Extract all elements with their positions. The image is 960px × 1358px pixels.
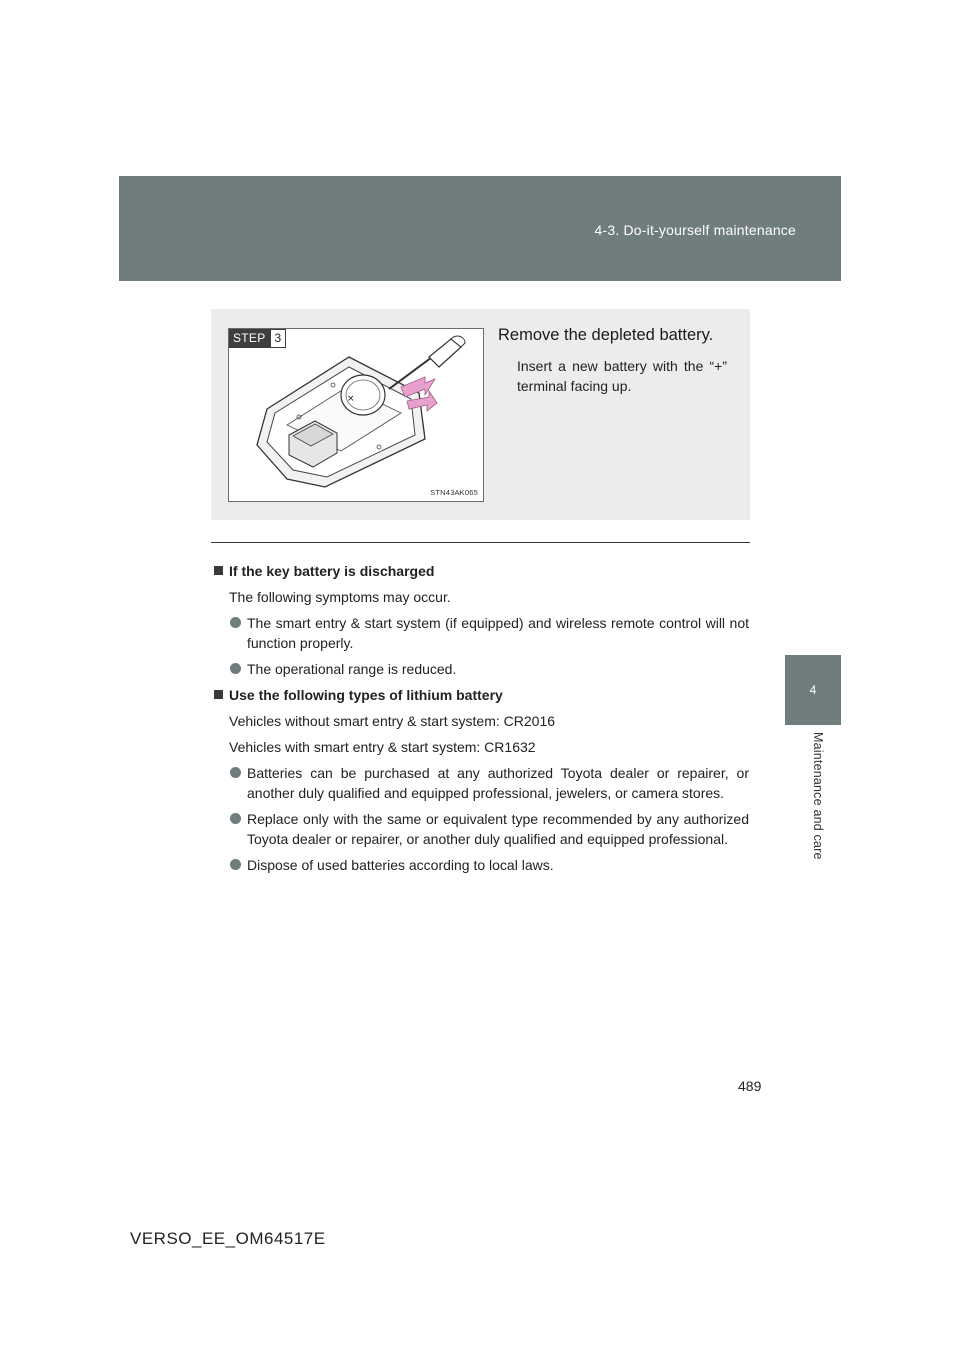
note-bullet: Dispose of used batteries according to local laws. <box>213 855 749 875</box>
note-heading: Use the following types of lithium battery <box>213 685 749 705</box>
chapter-tab[interactable] <box>785 655 841 725</box>
step-number: 3 <box>270 329 287 348</box>
battery-removal-figure <box>228 328 484 502</box>
note-paragraph: The following symptoms may occur. <box>229 589 451 605</box>
step-badge <box>229 329 286 348</box>
note-bullet: Replace only with the same or equivalent type recommended by any authorized Toyota dealer or repairer, or another duly qualified and equipped professional. <box>213 809 749 849</box>
note-bullet: The smart entry & start system (if equipped) and wireless remote control will not function properly. <box>213 613 749 653</box>
square-bullet-icon <box>214 690 223 699</box>
note-bullet: The operational range is reduced. <box>213 659 749 679</box>
chapter-number: 4 <box>809 683 817 697</box>
round-bullet-icon <box>230 813 241 824</box>
note-heading: If the key battery is discharged <box>213 561 749 581</box>
chapter-label: Maintenance and care <box>811 732 825 860</box>
square-bullet-icon <box>214 566 223 575</box>
notes-content <box>213 561 749 881</box>
round-bullet-icon <box>230 663 241 674</box>
key-battery-illustration <box>229 329 483 501</box>
step-box <box>211 309 750 520</box>
section-divider <box>211 542 750 543</box>
note-bullet: Batteries can be purchased at any authorized Toyota dealer or repairer, or another duly qualified and equipped professional, jewelers, or camera stores. <box>213 763 749 803</box>
step-title: Remove the depleted battery. <box>498 326 714 344</box>
round-bullet-icon <box>230 617 241 628</box>
figure-code: STN43AK065 <box>430 488 478 497</box>
svg-text:×: × <box>347 394 355 404</box>
round-bullet-icon <box>230 767 241 778</box>
step-note: Insert a new battery with the “+” terminal facing up. <box>517 358 727 394</box>
note-paragraph: Vehicles with smart entry & start system: CR1632 <box>229 739 536 755</box>
note-paragraph: Vehicles without smart entry & start system: CR2016 <box>229 713 556 729</box>
document-code: VERSO_EE_OM64517E <box>130 1229 326 1248</box>
step-label: STEP <box>229 329 270 348</box>
section-title: 4-3. Do-it-yourself maintenance <box>594 222 796 238</box>
page-number: 489 <box>738 1078 762 1094</box>
header-band <box>119 176 841 281</box>
round-bullet-icon <box>230 859 241 870</box>
